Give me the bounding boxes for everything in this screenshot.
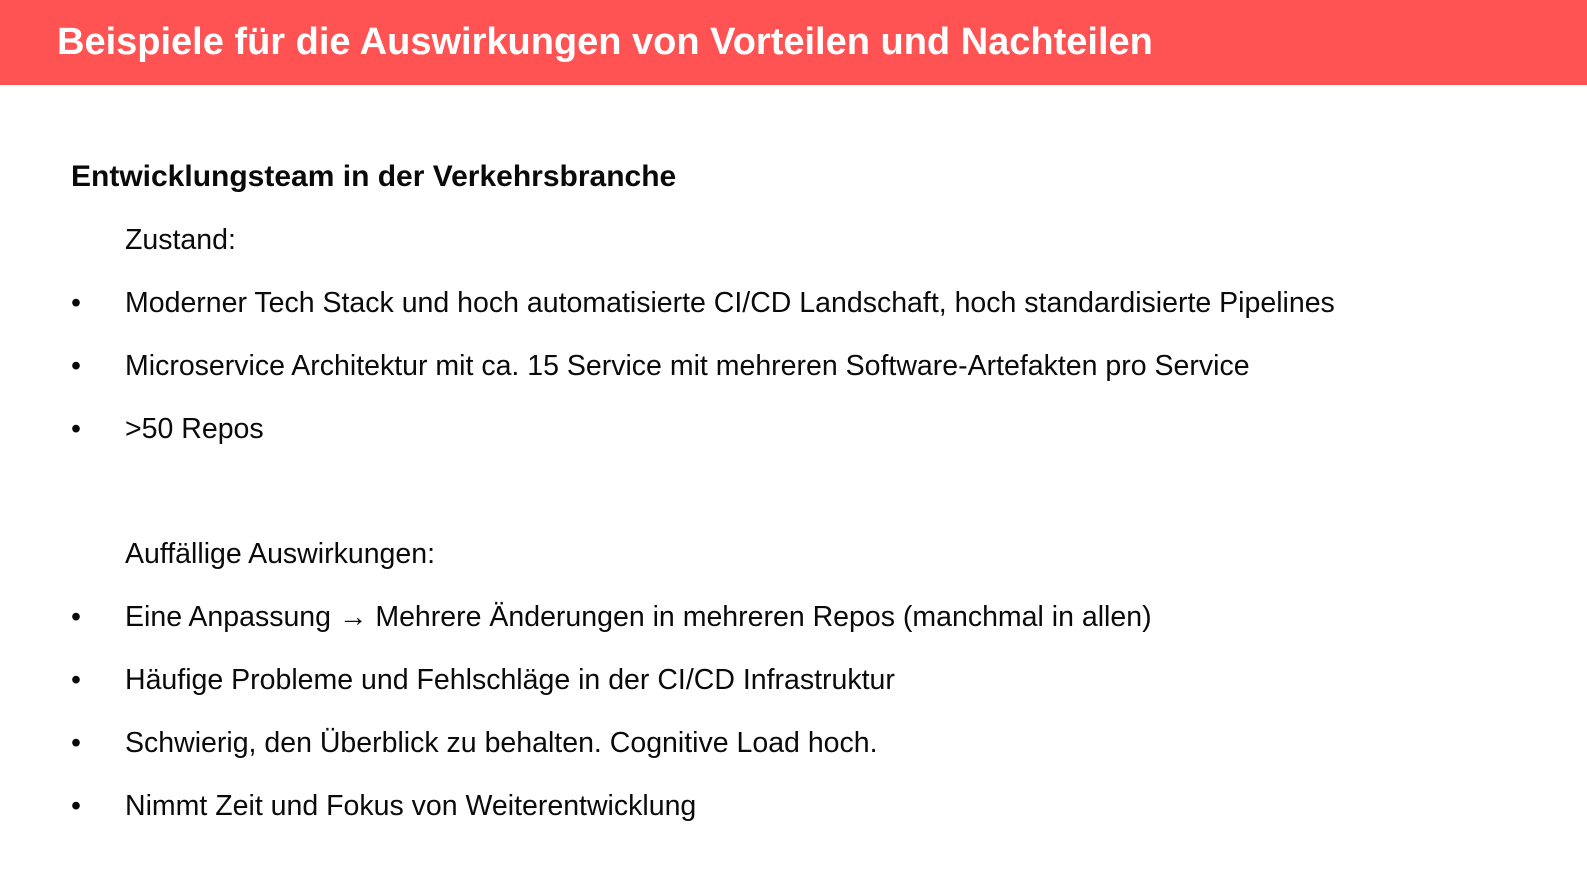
bullet-icon: • xyxy=(71,790,81,822)
effect-list-item xyxy=(0,600,1587,634)
effect-item-text: Häufige Probleme und Fehlschläge in der CI/CD Infrastruktur xyxy=(125,664,895,696)
bullet-icon: • xyxy=(71,350,81,382)
slide-title: Beispiele für die Auswirkungen von Vorteilen und Nachteilen xyxy=(57,21,1153,63)
bullet-icon: • xyxy=(71,413,81,445)
state-list-item xyxy=(0,286,1587,320)
state-item-text: Microservice Architektur mit ca. 15 Service mit mehreren Software-Artefakten pro Service xyxy=(125,350,1250,382)
state-item-text: >50 Repos xyxy=(125,413,264,445)
state-item-text: Moderner Tech Stack und hoch automatisierte CI/CD Landschaft, hoch standardisierte Pipelines xyxy=(125,287,1335,319)
effects-label: Auffällige Auswirkungen: xyxy=(125,538,436,570)
effect-item-text: Eine Anpassung → Mehrere Änderungen in mehreren Repos (manchmal in allen) xyxy=(125,601,1152,633)
state-list-item xyxy=(0,349,1587,383)
bullet-icon: • xyxy=(71,664,81,696)
title-bar xyxy=(0,0,1587,85)
bullet-icon: • xyxy=(71,287,81,319)
state-label: Zustand: xyxy=(125,224,236,256)
state-list-item xyxy=(0,412,1587,446)
effect-list-item xyxy=(0,726,1587,760)
effect-item-text: Nimmt Zeit und Fokus von Weiterentwicklung xyxy=(125,790,697,822)
bullet-icon: • xyxy=(71,727,81,759)
effect-list-item xyxy=(0,789,1587,823)
section-heading: Entwicklungsteam in der Verkehrsbranche xyxy=(71,160,677,193)
effect-item-text: Schwierig, den Überblick zu behalten. Cognitive Load hoch. xyxy=(125,727,878,759)
bullet-icon: • xyxy=(71,601,81,633)
effect-list-item xyxy=(0,663,1587,697)
